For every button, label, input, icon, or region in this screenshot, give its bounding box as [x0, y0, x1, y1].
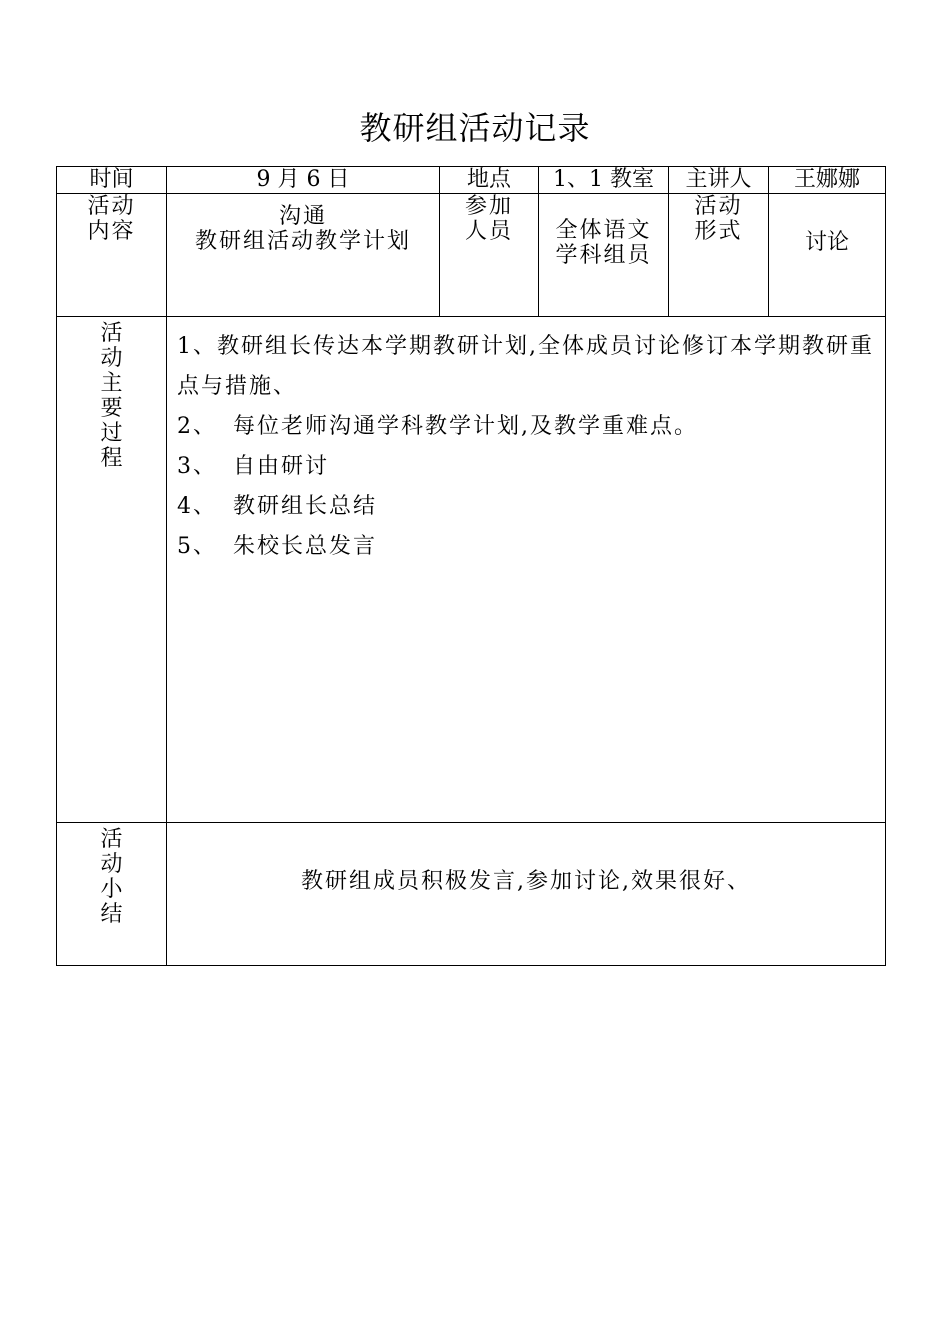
- participants-value-line1: 全体语文: [555, 218, 652, 243]
- process-item-number: 2、: [177, 414, 217, 439]
- topic-cell: [167, 194, 440, 317]
- participants-label-cell: [440, 194, 539, 317]
- summary-label-char: 小: [100, 877, 123, 902]
- process-item: [177, 407, 877, 447]
- topic-line2: 教研组活动教学计划: [194, 229, 411, 254]
- process-item: [177, 327, 877, 407]
- participants-label-line1: 参加: [464, 194, 513, 219]
- summary-label-char: 结: [100, 902, 123, 927]
- process-item-text: 教研组长传达本学期教研计划,全体成员讨论修订本学期教研重点与措施、: [177, 334, 874, 399]
- activity-record-table: [56, 166, 886, 966]
- process-item-text: 教研组长总结: [233, 494, 378, 519]
- process-item-number: 5、: [177, 534, 217, 559]
- form-value: 讨论: [804, 230, 849, 255]
- process-item-text: 朱校长总发言: [233, 534, 378, 559]
- form-label-line1: 活动: [694, 194, 743, 219]
- process-label-cell: [57, 317, 167, 823]
- time-label: 时间: [57, 167, 167, 194]
- place-value: 1、1 教室: [539, 167, 669, 194]
- form-label-line2: 形式: [694, 219, 743, 244]
- process-row: [57, 317, 886, 823]
- header-row: [57, 167, 886, 194]
- process-label-char: 程: [100, 446, 123, 471]
- form-value-cell: [769, 194, 886, 317]
- form-label-cell: [669, 194, 769, 317]
- process-label: [101, 321, 123, 471]
- process-label-char: 主: [100, 371, 123, 396]
- speaker-value: 王娜娜: [769, 167, 886, 194]
- content-row: [57, 194, 886, 317]
- summary-row: [57, 823, 886, 966]
- process-item-number: 1、: [177, 334, 217, 359]
- place-label: 地点: [440, 167, 539, 194]
- process-item: [177, 487, 877, 527]
- process-item-text: 自由研讨: [233, 454, 330, 479]
- process-label-char: 动: [100, 346, 123, 371]
- process-label-char: 要: [100, 396, 123, 421]
- participants-value-line2: 学科组员: [555, 243, 652, 268]
- content-label-line2: 内容: [87, 219, 136, 244]
- summary-content-cell: [167, 823, 886, 966]
- process-content-cell: [167, 317, 886, 823]
- process-item: [177, 447, 877, 487]
- summary-label-char: 动: [100, 852, 123, 877]
- time-value: 9 月 6 日: [167, 167, 440, 194]
- process-item-number: 4、: [177, 494, 217, 519]
- summary-label: [101, 827, 123, 927]
- content-label-cell: [57, 194, 167, 317]
- content-label-line1: 活动: [87, 194, 136, 219]
- process-list: [167, 317, 885, 567]
- speaker-label: 主讲人: [669, 167, 769, 194]
- participants-value-cell: [539, 194, 669, 317]
- process-label-char: 过: [100, 421, 123, 446]
- process-item-text: 每位老师沟通学科教学计划,及教学重难点。: [233, 414, 698, 439]
- summary-label-char: 活: [100, 827, 123, 852]
- process-item: [177, 527, 877, 567]
- topic-line1: 沟通: [278, 204, 327, 229]
- summary-text: 教研组成员积极发言,参加讨论,效果很好、: [301, 869, 751, 894]
- process-label-char: 活: [100, 321, 123, 346]
- summary-label-cell: [57, 823, 167, 966]
- participants-label-line2: 人员: [464, 219, 513, 244]
- page-title: 教研组活动记录: [359, 109, 591, 147]
- process-item-number: 3、: [177, 454, 217, 479]
